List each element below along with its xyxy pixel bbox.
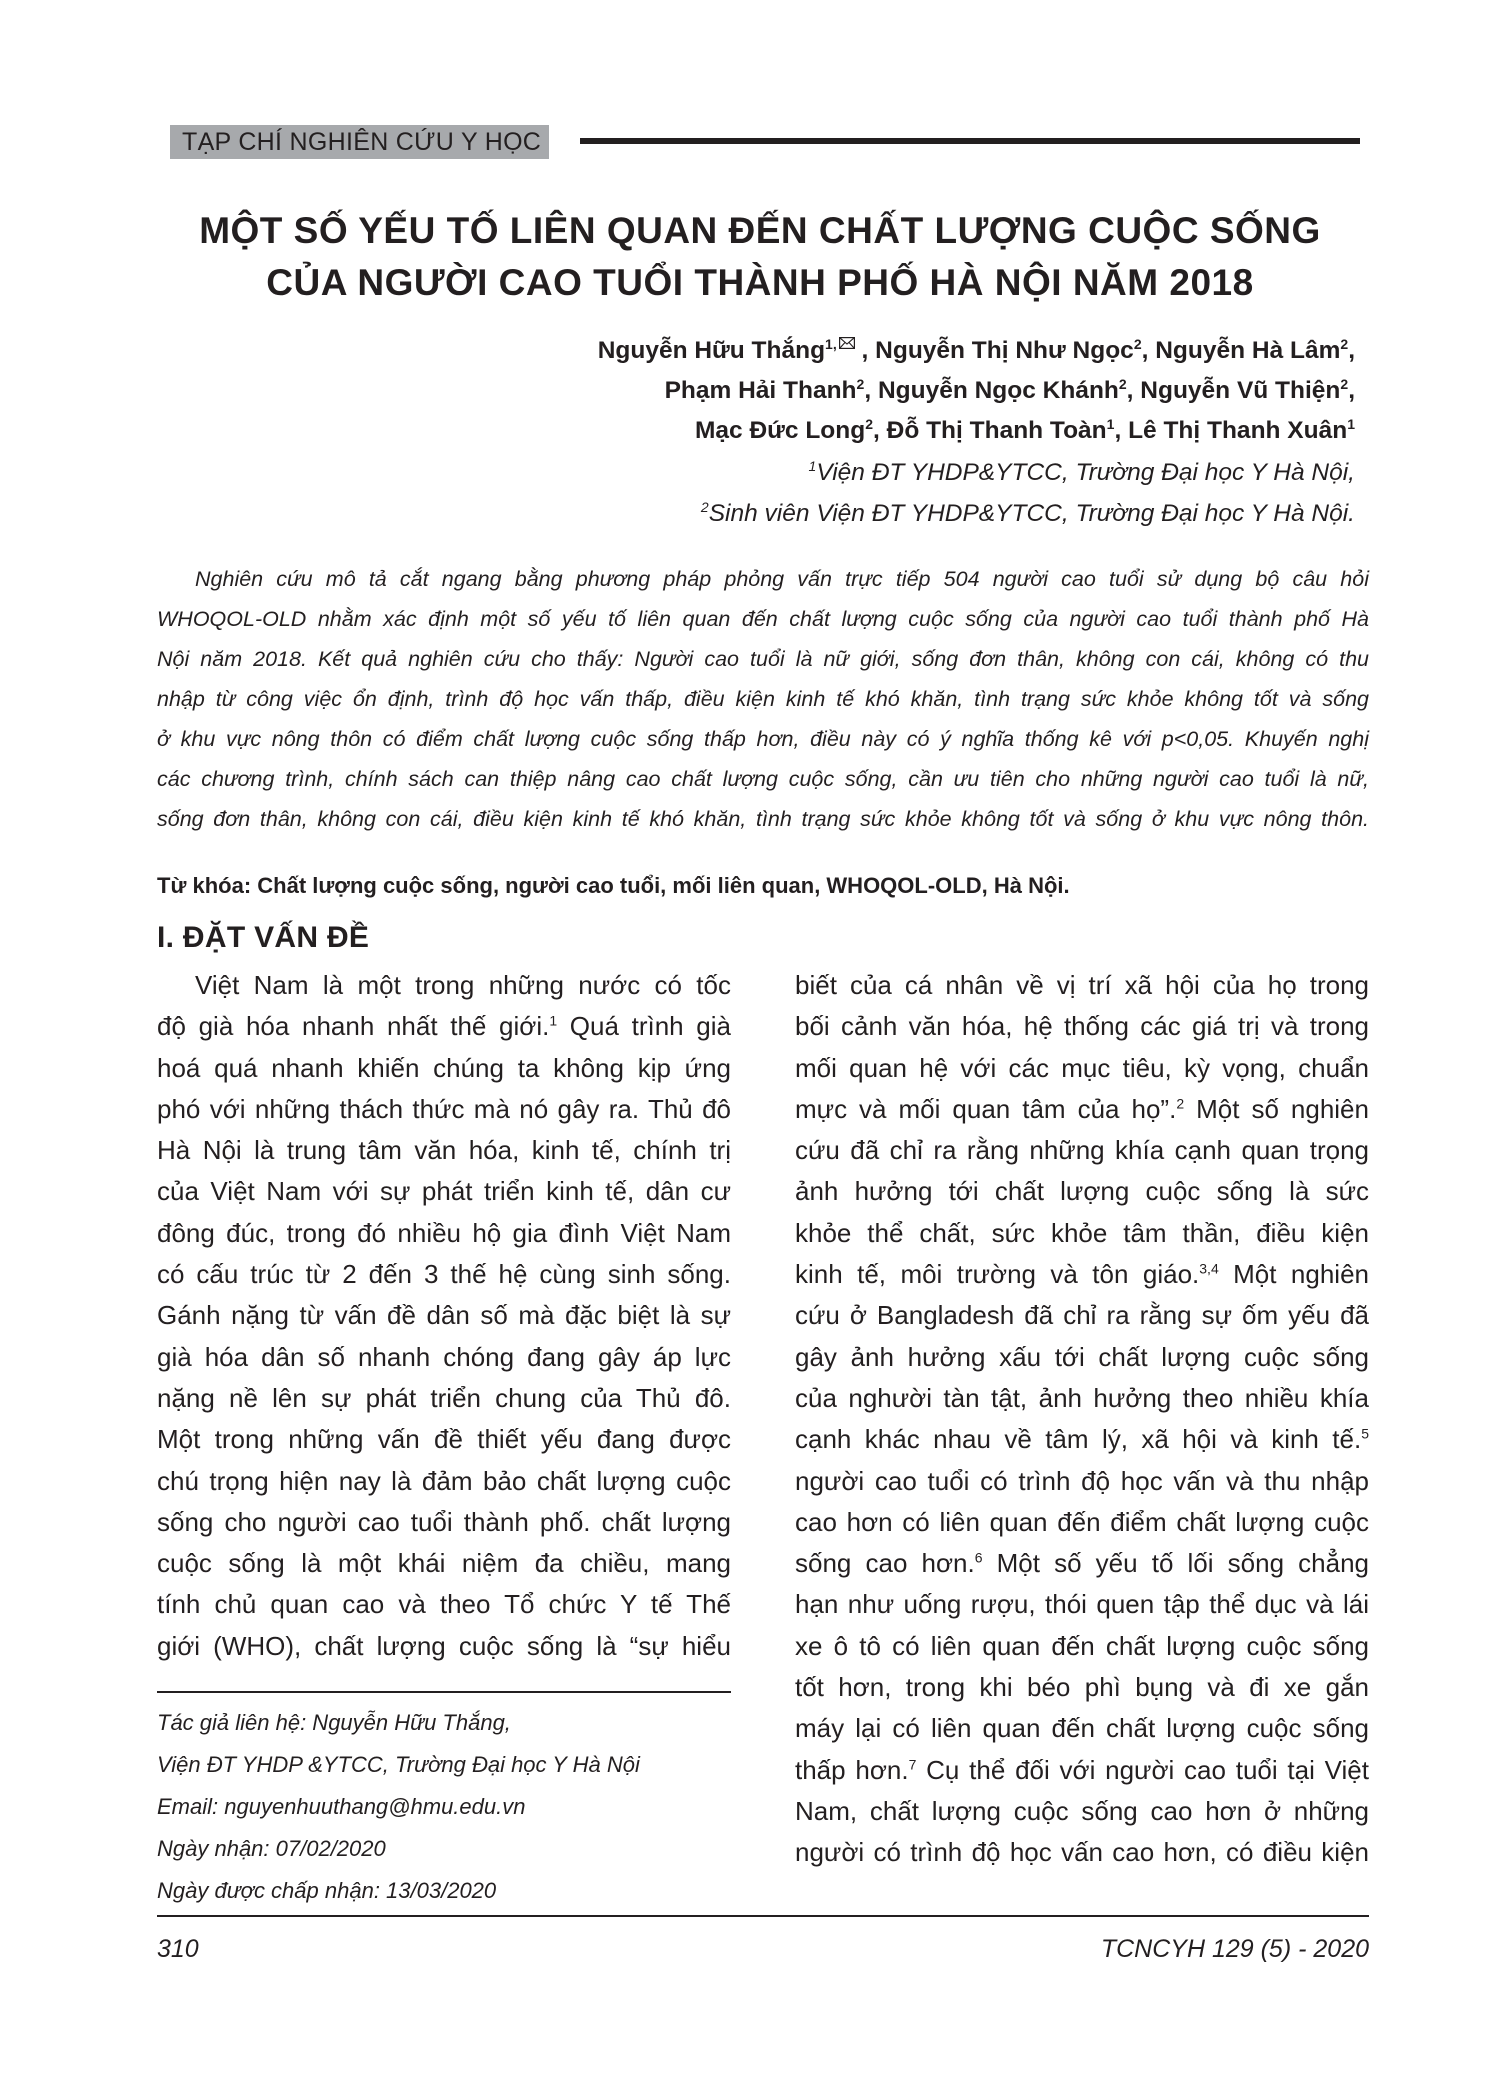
journal-name: TẠP CHÍ NGHIÊN CỨU Y HỌC: [170, 125, 549, 159]
author-name: Đỗ Thị Thanh Toàn: [886, 417, 1107, 445]
body-text: sống cao hơn.: [795, 1548, 975, 1579]
body-text: cạnh khác nhau về tâm lý, xã hội và kinh tế.: [795, 1424, 1362, 1455]
body-text-line: [795, 1708, 1369, 1749]
body-text: cuộc sống là một khái niệm đa chiều, mang: [157, 1548, 731, 1579]
body-text: của Việt Nam với sự phát triển kinh tế, dân cư: [157, 1176, 731, 1207]
body-text-line: [795, 1048, 1369, 1089]
page-number: 310: [157, 1935, 199, 1963]
body-text-line: [795, 1213, 1369, 1254]
author-name: Nguyễn Thị Như Ngọc: [875, 337, 1134, 365]
body-column-right: [795, 965, 1369, 1874]
body-text: nặng nề lên sự phát triển chung của Thủ đô.: [157, 1382, 731, 1413]
body-text: ảnh hưởng tới chất lượng cuộc sống là sức: [795, 1176, 1369, 1207]
abstract-line: Nghiên cứu mô tả cắt ngang bằng phương pháp phỏng vấn trực tiếp 504 người cao tuổi sử dụng bộ câu hỏi: [195, 567, 1369, 591]
body-text-line: [795, 1543, 1369, 1584]
title-line: CỦA NGƯỜI CAO TUỔI THÀNH PHỐ HÀ NỘI NĂM 2018: [266, 262, 1254, 303]
body-text: cao hơn có liên quan đến điểm chất lượng cuộc: [795, 1506, 1369, 1537]
author-affiliation-marker: 1: [1106, 416, 1115, 432]
footnote-line: Viện ĐT YHDP &YTCC, Trường Đại học Y Hà Nội: [157, 1752, 640, 1777]
citation-marker: 7: [908, 1755, 917, 1772]
affiliation-text: Sinh viên Viện ĐT YHDP&YTCC, Trường Đại học Y Hà Nội.: [708, 500, 1355, 527]
body-text: gây ảnh hưởng xấu tới chất lượng cuộc sống: [795, 1341, 1369, 1372]
affiliation-marker: 1: [808, 457, 817, 474]
footnote-received-date: Ngày nhận: 07/02/2020: [157, 1836, 386, 1861]
affiliation-marker: 2: [700, 498, 709, 515]
body-text-line: [795, 1337, 1369, 1378]
correspondence-footnote: [157, 1702, 757, 1912]
body-text: cứu ở Bangladesh đã chỉ ra rằng sự ốm yếu đã: [795, 1300, 1369, 1331]
body-text: Hà Nội là trung tâm văn hóa, kinh tế, chính trị: [157, 1135, 731, 1166]
body-text-line: [795, 965, 1369, 1006]
body-text: hoá quá nhanh khiến chúng ta không kịp ứng: [157, 1052, 731, 1083]
author-line: Mạc Đức Long$^2$, Đỗ Thị Thanh Toàn$^1$, Lê Thị Thanh Xuân$^1$: [695, 416, 1355, 445]
body-text: già hóa dân số nhanh chóng đang gây áp lực: [157, 1341, 731, 1372]
title-line: MỘT SỐ YẾU TỐ LIÊN QUAN ĐẾN CHẤT LƯỢNG CUỘC SỐNG: [199, 210, 1321, 251]
author-name: Nguyễn Ngọc Khánh: [877, 377, 1119, 405]
body-text-line: [795, 1089, 1369, 1130]
body-text-line: [157, 1171, 731, 1212]
body-text-line: [157, 1337, 731, 1378]
body-text: Việt Nam là một trong những nước có tốc: [195, 970, 731, 1000]
body-text-line: [795, 1006, 1369, 1047]
author-affiliation-marker: 2: [1133, 336, 1142, 352]
body-text: thấp hơn.: [795, 1754, 909, 1785]
body-text: hạn như uống rượu, thói quen tập thể dục và lái: [795, 1589, 1369, 1620]
body-text: Nam, chất lượng cuộc sống cao hơn ở những: [795, 1795, 1369, 1826]
body-text: mực và mối quan tâm của họ”.: [795, 1093, 1177, 1124]
body-text-line: [157, 1089, 731, 1130]
author-affiliation-marker: 2: [865, 416, 873, 432]
article-title: [150, 205, 1370, 309]
affiliation-text: Viện ĐT YHDP&YTCC, Trường Đại học Y Hà Nội,: [816, 459, 1355, 486]
body-text-line: [795, 1461, 1369, 1502]
author-name: Lê Thị Thanh Xuân: [1128, 417, 1348, 445]
body-text-line: [795, 1750, 1369, 1791]
citation-marker: 1: [549, 1012, 558, 1029]
author-affiliation-marker: 1: [1347, 416, 1355, 432]
body-text-line: [795, 1130, 1369, 1171]
body-text-line: [157, 1502, 731, 1543]
keywords: Từ khóa: Chất lượng cuộc sống, người cao tuổi, mối liên quan, WHOQOL-OLD, Hà Nội.: [157, 873, 1070, 898]
body-text-line: [157, 1254, 731, 1295]
footnote-rule: [157, 1691, 731, 1693]
body-text-line: [157, 1626, 731, 1667]
body-text: tốt hơn, trong khi béo phì bụng và đi xe gắn: [795, 1672, 1369, 1703]
journal-header: [170, 125, 1360, 159]
body-text: cứu đã chỉ ra rằng những khía cạnh quan trọng: [795, 1135, 1369, 1166]
citation-marker: 5: [1361, 1425, 1369, 1442]
citation-marker: 6: [974, 1549, 983, 1566]
author-affiliation-marker: 1,: [825, 336, 837, 352]
body-text: phó với những thách thức mà nó gây ra. Thủ đô: [157, 1093, 731, 1124]
body-text-line: [795, 1378, 1369, 1419]
body-text-line: [157, 1213, 731, 1254]
body-text: độ già hóa nhanh nhất thế giới.: [157, 1011, 550, 1042]
abstract-line: ở khu vực nông thôn có điểm chất lượng cuộc sống thấp hơn, điều này có ý nghĩa thống kê với p<0,05. Khuyến nghị: [157, 727, 1369, 751]
author-name: Mạc Đức Long: [695, 417, 866, 445]
issue-label: TCNCYH 129 (5) - 2020: [1100, 1935, 1369, 1963]
body-text: Cụ thể đối với người cao tuổi tại Việt: [916, 1754, 1369, 1785]
body-text-line: [795, 1584, 1369, 1625]
body-text: bối cảnh văn hóa, hệ thống các giá trị và trong: [795, 1011, 1369, 1042]
body-text-line: [795, 1502, 1369, 1543]
author-name: Nguyễn Hữu Thắng: [597, 337, 826, 365]
body-text: Một trong những vấn đề thiết yếu đang được: [157, 1424, 731, 1455]
body-text: máy lại có liên quan đến chất lượng cuộc sống: [795, 1713, 1369, 1744]
author-list: [255, 322, 1355, 451]
body-text-line: [795, 1791, 1369, 1832]
body-text: người cao tuổi có trình độ học vấn và thu nhập: [795, 1465, 1369, 1496]
abstract-line: nhập từ công việc ổn định, trình độ học vấn thấp, điều kiện kinh tế khó khăn, tình trạng sức khỏe không tốt và sống: [157, 687, 1369, 711]
author-line: Phạm Hải Thanh$^2$, Nguyễn Ngọc Khánh$^2$, Nguyễn Vũ Thiện$^2$,: [664, 376, 1355, 405]
body-text: Quá trình già: [557, 1011, 731, 1042]
body-text-line: [795, 1626, 1369, 1667]
body-text: mối quan hệ với các mục tiêu, kỳ vọng, chuẩn: [795, 1052, 1369, 1083]
body-text-line: [157, 1295, 731, 1336]
footnote-accepted-date: Ngày được chấp nhận: 13/03/2020: [157, 1878, 497, 1903]
body-text: người có trình độ học vấn cao hơn, có điều kiện: [795, 1837, 1369, 1868]
footnote-email: Email: nguyenhuuthang@hmu.edu.vn: [157, 1794, 526, 1819]
body-text-line: [157, 1048, 731, 1089]
author-name: Phạm Hải Thanh: [664, 377, 857, 405]
citation-marker: 3,4: [1199, 1260, 1219, 1277]
affiliation-line: [255, 452, 1355, 493]
abstract: [157, 559, 1369, 839]
body-text-line: [157, 1543, 731, 1584]
body-text-line: [795, 1295, 1369, 1336]
body-text: xe ô tô có liên quan đến chất lượng cuộc sống: [795, 1630, 1369, 1661]
author-affiliation-marker: 2: [856, 376, 865, 392]
section-heading: I. ĐẶT VẤN ĐỀ: [157, 921, 370, 954]
author-affiliation-marker: 2: [1340, 336, 1349, 352]
citation-marker: 2: [1176, 1095, 1185, 1112]
body-text: Một nghiên: [1218, 1259, 1369, 1290]
body-text-line: [157, 1006, 731, 1047]
author-line: Nguyễn Hữu Thắng$^{1,}$ , Nguyễn Thị Như Ngọc$^2$, Nguyễn Hà Lâm$^2$,: [255, 322, 1355, 371]
body-text-line: [157, 1378, 731, 1419]
affiliation-line: [255, 493, 1355, 534]
body-text: sống cho người cao tuổi thành phố. chất lượng: [157, 1506, 731, 1537]
footnote-line: Tác giả liên hệ: Nguyễn Hữu Thắng,: [157, 1710, 511, 1735]
footer-rule: [157, 1915, 1369, 1917]
body-text-line: [157, 965, 731, 1006]
author-affiliation-marker: 2: [1340, 376, 1349, 392]
abstract-line: các chương trình, chính sách can thiệp nâng cao chất lượng cuộc sống, cần ưu tiên cho những người cao tuổi là nữ,: [157, 767, 1369, 791]
body-text: biết của cá nhân về vị trí xã hội của họ trong: [795, 970, 1369, 1000]
body-text-line: [795, 1667, 1369, 1708]
body-text-line: [157, 1130, 731, 1171]
body-text: tính chủ quan cao và theo Tổ chức Y tế Thế: [157, 1589, 731, 1620]
body-column-left: [157, 965, 731, 1667]
body-text-line: [795, 1419, 1369, 1460]
body-text-line: [795, 1171, 1369, 1212]
header-rule: [580, 138, 1360, 144]
body-text: giới (WHO), chất lượng cuộc sống là “sự hiểu: [157, 1630, 731, 1661]
body-text: Gánh nặng từ vấn đề dân số mà đặc biệt là sự: [157, 1300, 731, 1331]
body-text: đông đúc, trong đó nhiều hộ gia đình Việt Nam: [157, 1217, 731, 1248]
affiliations: [255, 452, 1355, 534]
body-text: kinh tế, môi trường và tôn giáo.: [795, 1259, 1200, 1290]
body-text: Một số nghiên: [1184, 1093, 1369, 1124]
author-affiliation-marker: 2: [1118, 376, 1127, 392]
body-text: khỏe thể chất, sức khỏe tâm thần, điều kiện: [795, 1217, 1369, 1248]
body-text: của nghười tàn tật, ảnh hưởng theo nhiều khía: [795, 1382, 1369, 1413]
body-text: Một số yếu tố lối sống chẳng: [982, 1548, 1369, 1579]
body-text-line: [157, 1584, 731, 1625]
body-text-line: [795, 1254, 1369, 1295]
envelope-icon: [839, 322, 855, 362]
abstract-line: WHOQOL-OLD nhằm xác định một số yếu tố liên quan đến chất lượng cuộc sống của người cao tuổi thành phố Hà: [157, 607, 1369, 631]
abstract-line: sống đơn thân, không con cái, điều kiện kinh tế khó khăn, tình trạng sức khỏe không tốt và sống ở khu vực nông thôn.: [157, 807, 1369, 831]
body-text-line: [157, 1461, 731, 1502]
body-text-line: [157, 1419, 731, 1460]
author-name: Nguyễn Hà Lâm: [1155, 337, 1341, 365]
abstract-line: Nội năm 2018. Kết quả nghiên cứu cho thấy: Người cao tuổi là nữ giới, sống đơn thân, không con cái, không có thu: [157, 647, 1369, 671]
body-text: chú trọng hiện nay là đảm bảo chất lượng cuộc: [157, 1465, 731, 1496]
body-text-line: [795, 1832, 1369, 1873]
author-name: Nguyễn Vũ Thiện: [1140, 377, 1341, 405]
body-text: có cấu trúc từ 2 đến 3 thế hệ cùng sinh sống.: [157, 1259, 731, 1290]
